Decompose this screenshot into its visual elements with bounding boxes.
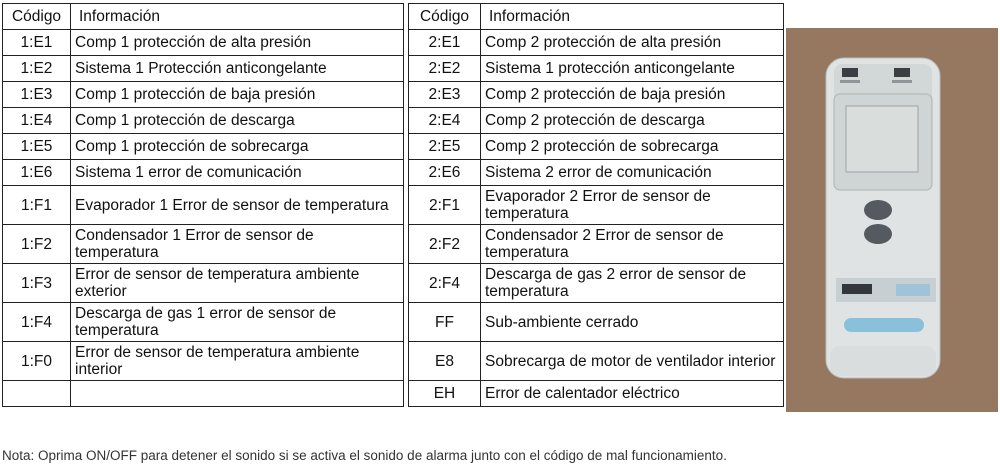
left-info-cell: Condensador 1 Error de sensor de temperatura xyxy=(71,225,404,264)
error-code-table xyxy=(2,3,784,407)
table-header-row xyxy=(3,4,784,30)
right-code-cell: 2:F4 xyxy=(409,264,481,303)
table-row xyxy=(3,342,784,381)
left-info-cell: Sistema 1 error de comunicación xyxy=(71,160,404,186)
right-code-cell: 2:F1 xyxy=(409,186,481,225)
right-info-cell: Comp 2 protección de descarga xyxy=(481,108,784,134)
left-info-cell: Error de sensor de temperatura ambiente interior xyxy=(71,342,404,381)
table-row xyxy=(3,30,784,56)
right-code-cell: 2:F2 xyxy=(409,225,481,264)
table-row xyxy=(3,82,784,108)
left-info-cell: Comp 1 protección de alta presión xyxy=(71,30,404,56)
right-code-cell: FF xyxy=(409,303,481,342)
remote-control-photo xyxy=(786,28,998,412)
right-code-cell: EH xyxy=(409,381,481,407)
table-row xyxy=(3,264,784,303)
left-info-cell xyxy=(71,381,404,407)
right-info-cell: Sobrecarga de motor de ventilador interior xyxy=(481,342,784,381)
right-info-cell: Comp 2 protección de sobrecarga xyxy=(481,134,784,160)
left-info-cell: Evaporador 1 Error de sensor de temperatura xyxy=(71,186,404,225)
left-code-cell: 1:E2 xyxy=(3,56,71,82)
left-info-cell: Descarga de gas 1 error de sensor de temperatura xyxy=(71,303,404,342)
left-code-header: Código xyxy=(3,4,71,30)
right-info-cell: Descarga de gas 2 error de sensor de temperatura xyxy=(481,264,784,303)
right-info-cell: Comp 2 protección de baja presión xyxy=(481,82,784,108)
left-code-cell xyxy=(3,381,71,407)
right-code-cell: 2:E1 xyxy=(409,30,481,56)
right-code-cell: 2:E6 xyxy=(409,160,481,186)
right-info-cell: Error de calentador eléctrico xyxy=(481,381,784,407)
right-code-cell: E8 xyxy=(409,342,481,381)
remote-control-icon xyxy=(826,58,940,378)
table-row xyxy=(3,56,784,82)
table-row xyxy=(3,303,784,342)
left-code-cell: 1:E1 xyxy=(3,30,71,56)
left-info-header: Información xyxy=(71,4,404,30)
table-row xyxy=(3,108,784,134)
table-row xyxy=(3,186,784,225)
left-info-cell: Sistema 1 Protección anticongelante xyxy=(71,56,404,82)
table-row xyxy=(3,134,784,160)
left-code-cell: 1:F2 xyxy=(3,225,71,264)
right-info-cell: Sub-ambiente cerrado xyxy=(481,303,784,342)
left-code-cell: 1:F0 xyxy=(3,342,71,381)
left-code-cell: 1:E4 xyxy=(3,108,71,134)
left-info-cell: Comp 1 protección de descarga xyxy=(71,108,404,134)
right-info-header: Información xyxy=(481,4,784,30)
left-info-cell: Error de sensor de temperatura ambiente exterior xyxy=(71,264,404,303)
right-code-header: Código xyxy=(409,4,481,30)
left-code-cell: 1:F4 xyxy=(3,303,71,342)
table-row xyxy=(3,160,784,186)
right-code-cell: 2:E4 xyxy=(409,108,481,134)
left-code-cell: 1:E3 xyxy=(3,82,71,108)
right-info-cell: Sistema 2 error de comunicación xyxy=(481,160,784,186)
right-code-cell: 2:E2 xyxy=(409,56,481,82)
right-info-cell: Comp 2 protección de alta presión xyxy=(481,30,784,56)
left-code-cell: 1:E5 xyxy=(3,134,71,160)
right-info-cell: Condensador 2 Error de sensor de temperatura xyxy=(481,225,784,264)
codes-table xyxy=(2,3,784,407)
right-code-cell: 2:E5 xyxy=(409,134,481,160)
right-info-cell: Evaporador 2 Error de sensor de temperatura xyxy=(481,186,784,225)
table-row xyxy=(3,381,784,407)
right-info-cell: Sistema 1 protección anticongelante xyxy=(481,56,784,82)
table-row xyxy=(3,225,784,264)
left-info-cell: Comp 1 protección de sobrecarga xyxy=(71,134,404,160)
left-code-cell: 1:E6 xyxy=(3,160,71,186)
left-code-cell: 1:F1 xyxy=(3,186,71,225)
footnote: Nota: Oprima ON/OFF para detener el sonido si se activa el sonido de alarma junto con el código de mal funcionamiento. xyxy=(2,448,727,463)
right-code-cell: 2:E3 xyxy=(409,82,481,108)
left-info-cell: Comp 1 protección de baja presión xyxy=(71,82,404,108)
left-code-cell: 1:F3 xyxy=(3,264,71,303)
